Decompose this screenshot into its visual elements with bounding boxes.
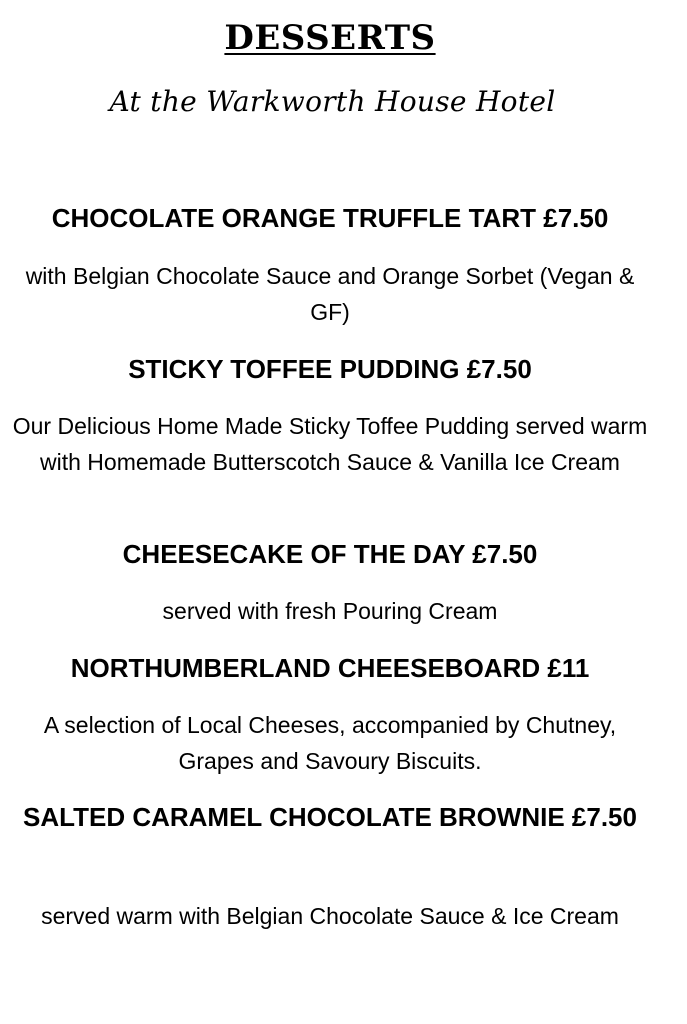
menu-item-description: served with fresh Pouring Cream — [162, 598, 498, 624]
menu-item-name: CHOCOLATE ORANGE TRUFFLE TART £7.50 — [51, 203, 609, 233]
menu-item-name: STICKY TOFFEE PUDDING £7.50 — [128, 354, 532, 384]
menu-item-description: served warm with Belgian Chocolate Sauce & Ice Cream — [41, 903, 619, 929]
menu-item-name: SALTED CARAMEL CHOCOLATE BROWNIE £7.50 — [23, 802, 637, 832]
menu-title: DESSERTS — [224, 18, 436, 58]
menu-item-description: Our Delicious Home Made Sticky Toffee Pudding served warm with Homemade Butterscotch Sauce & Vanilla Ice Cream — [12, 413, 648, 475]
menu-item-name: CHEESECAKE OF THE DAY £7.50 — [122, 539, 538, 569]
menu-item-name: NORTHUMBERLAND CHEESEBOARD £11 — [70, 653, 590, 683]
menu-item-description: with Belgian Chocolate Sauce and Orange Sorbet (Vegan & GF) — [25, 263, 635, 325]
menu-item-description: A selection of Local Cheeses, accompanied by Chutney, Grapes and Savoury Biscuits. — [43, 712, 617, 774]
menu-subtitle: At the Warkworth House Hotel — [109, 85, 556, 118]
